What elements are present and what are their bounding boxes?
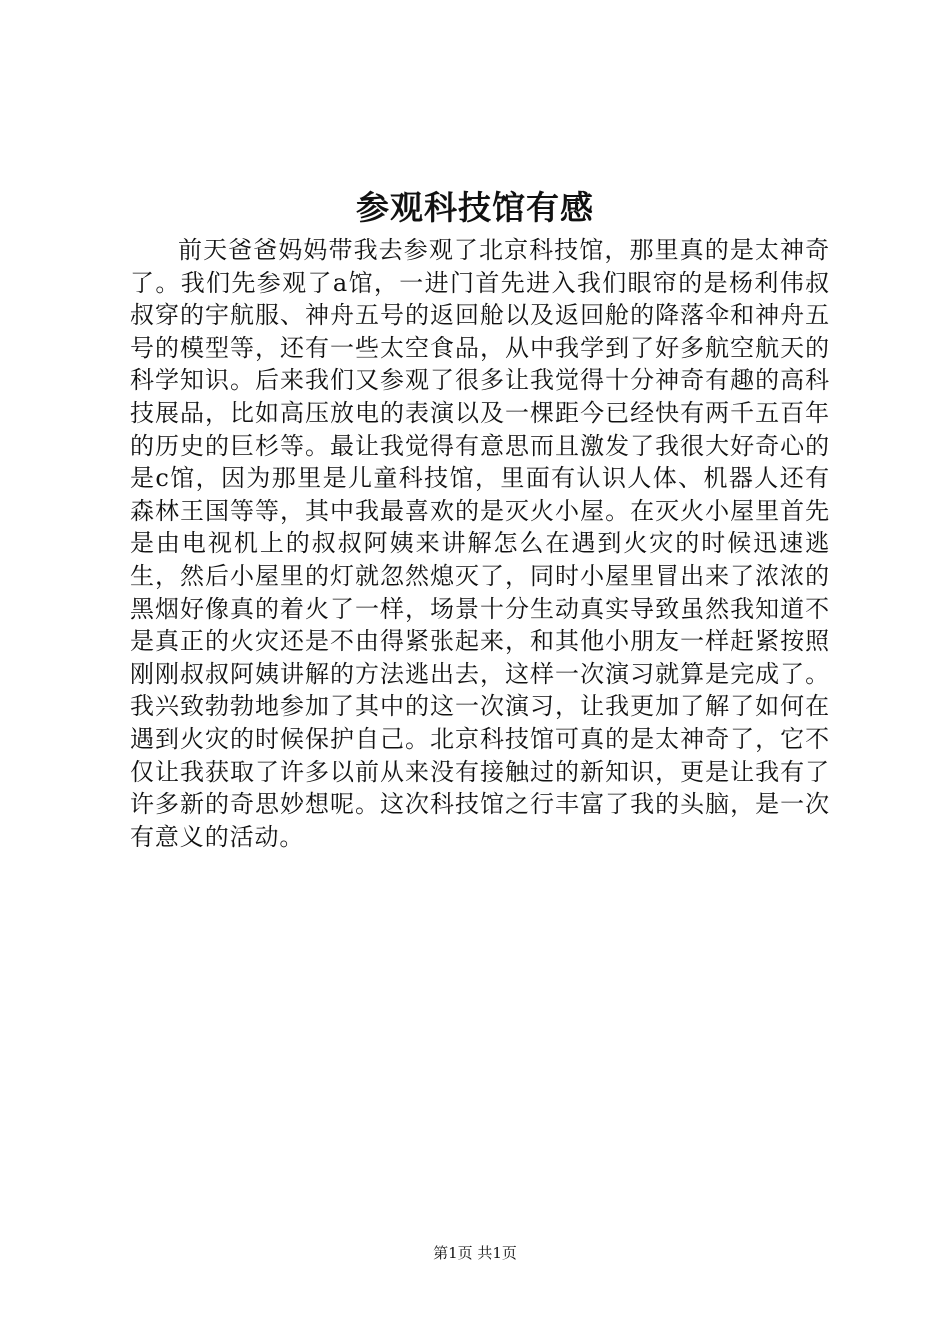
document-title: 参观科技馆有感 <box>356 188 594 227</box>
page-footer: 第1页 共1页 <box>433 1244 517 1262</box>
body-paragraph: 前天爸爸妈妈带我去参观了北京科技馆，那里真的是太神奇了。我们先参观了a馆，一进门首先进入我们眼帘的是杨利伟叔叔穿的宇航服、神舟五号的返回舱以及返回舱的降落伞和神舟五号的模型等，还有一些太空食品，从中我学到了好多航空航天的科学知识。后来我们又参观了很多让我觉得十分神奇有趣的高科技展品，比如高压放电的表演以及一棵距今已经快有两千五百年的历史的巨杉等。最让我觉得有意思而且激发了我很大好奇心的是c馆，因为那里是儿童科技馆，里面有认识人体、机器人还有森林王国等等，其中我最喜欢的是灭火小屋。在灭火小屋里首先是由电视机上的叔叔阿姨来讲解怎么在遇到火灾的时候迅速逃生，然后小屋里的灯就忽然熄灭了，同时小屋里冒出来了浓浓的黑烟好像真的着火了一样，场景十分生动真实导致虽然我知道不是真正的火灾还是不由得紧张起来，和其他小朋友一样赶紧按照刚刚叔叔阿姨讲解的方法逃出去，这样一次演习就算是完成了。我兴致勃勃地参加了其中的这一次演习，让我更加了解了如何在遇到火灾的时候保护自己。北京科技馆可真的是太神奇了，它不仅让我获取了许多以前从来没有接触过的新知识，更是让我有了许多新的奇思妙想呢。这次科技馆之行丰富了我的头脑，是一次有意义的活动。 <box>130 236 830 851</box>
